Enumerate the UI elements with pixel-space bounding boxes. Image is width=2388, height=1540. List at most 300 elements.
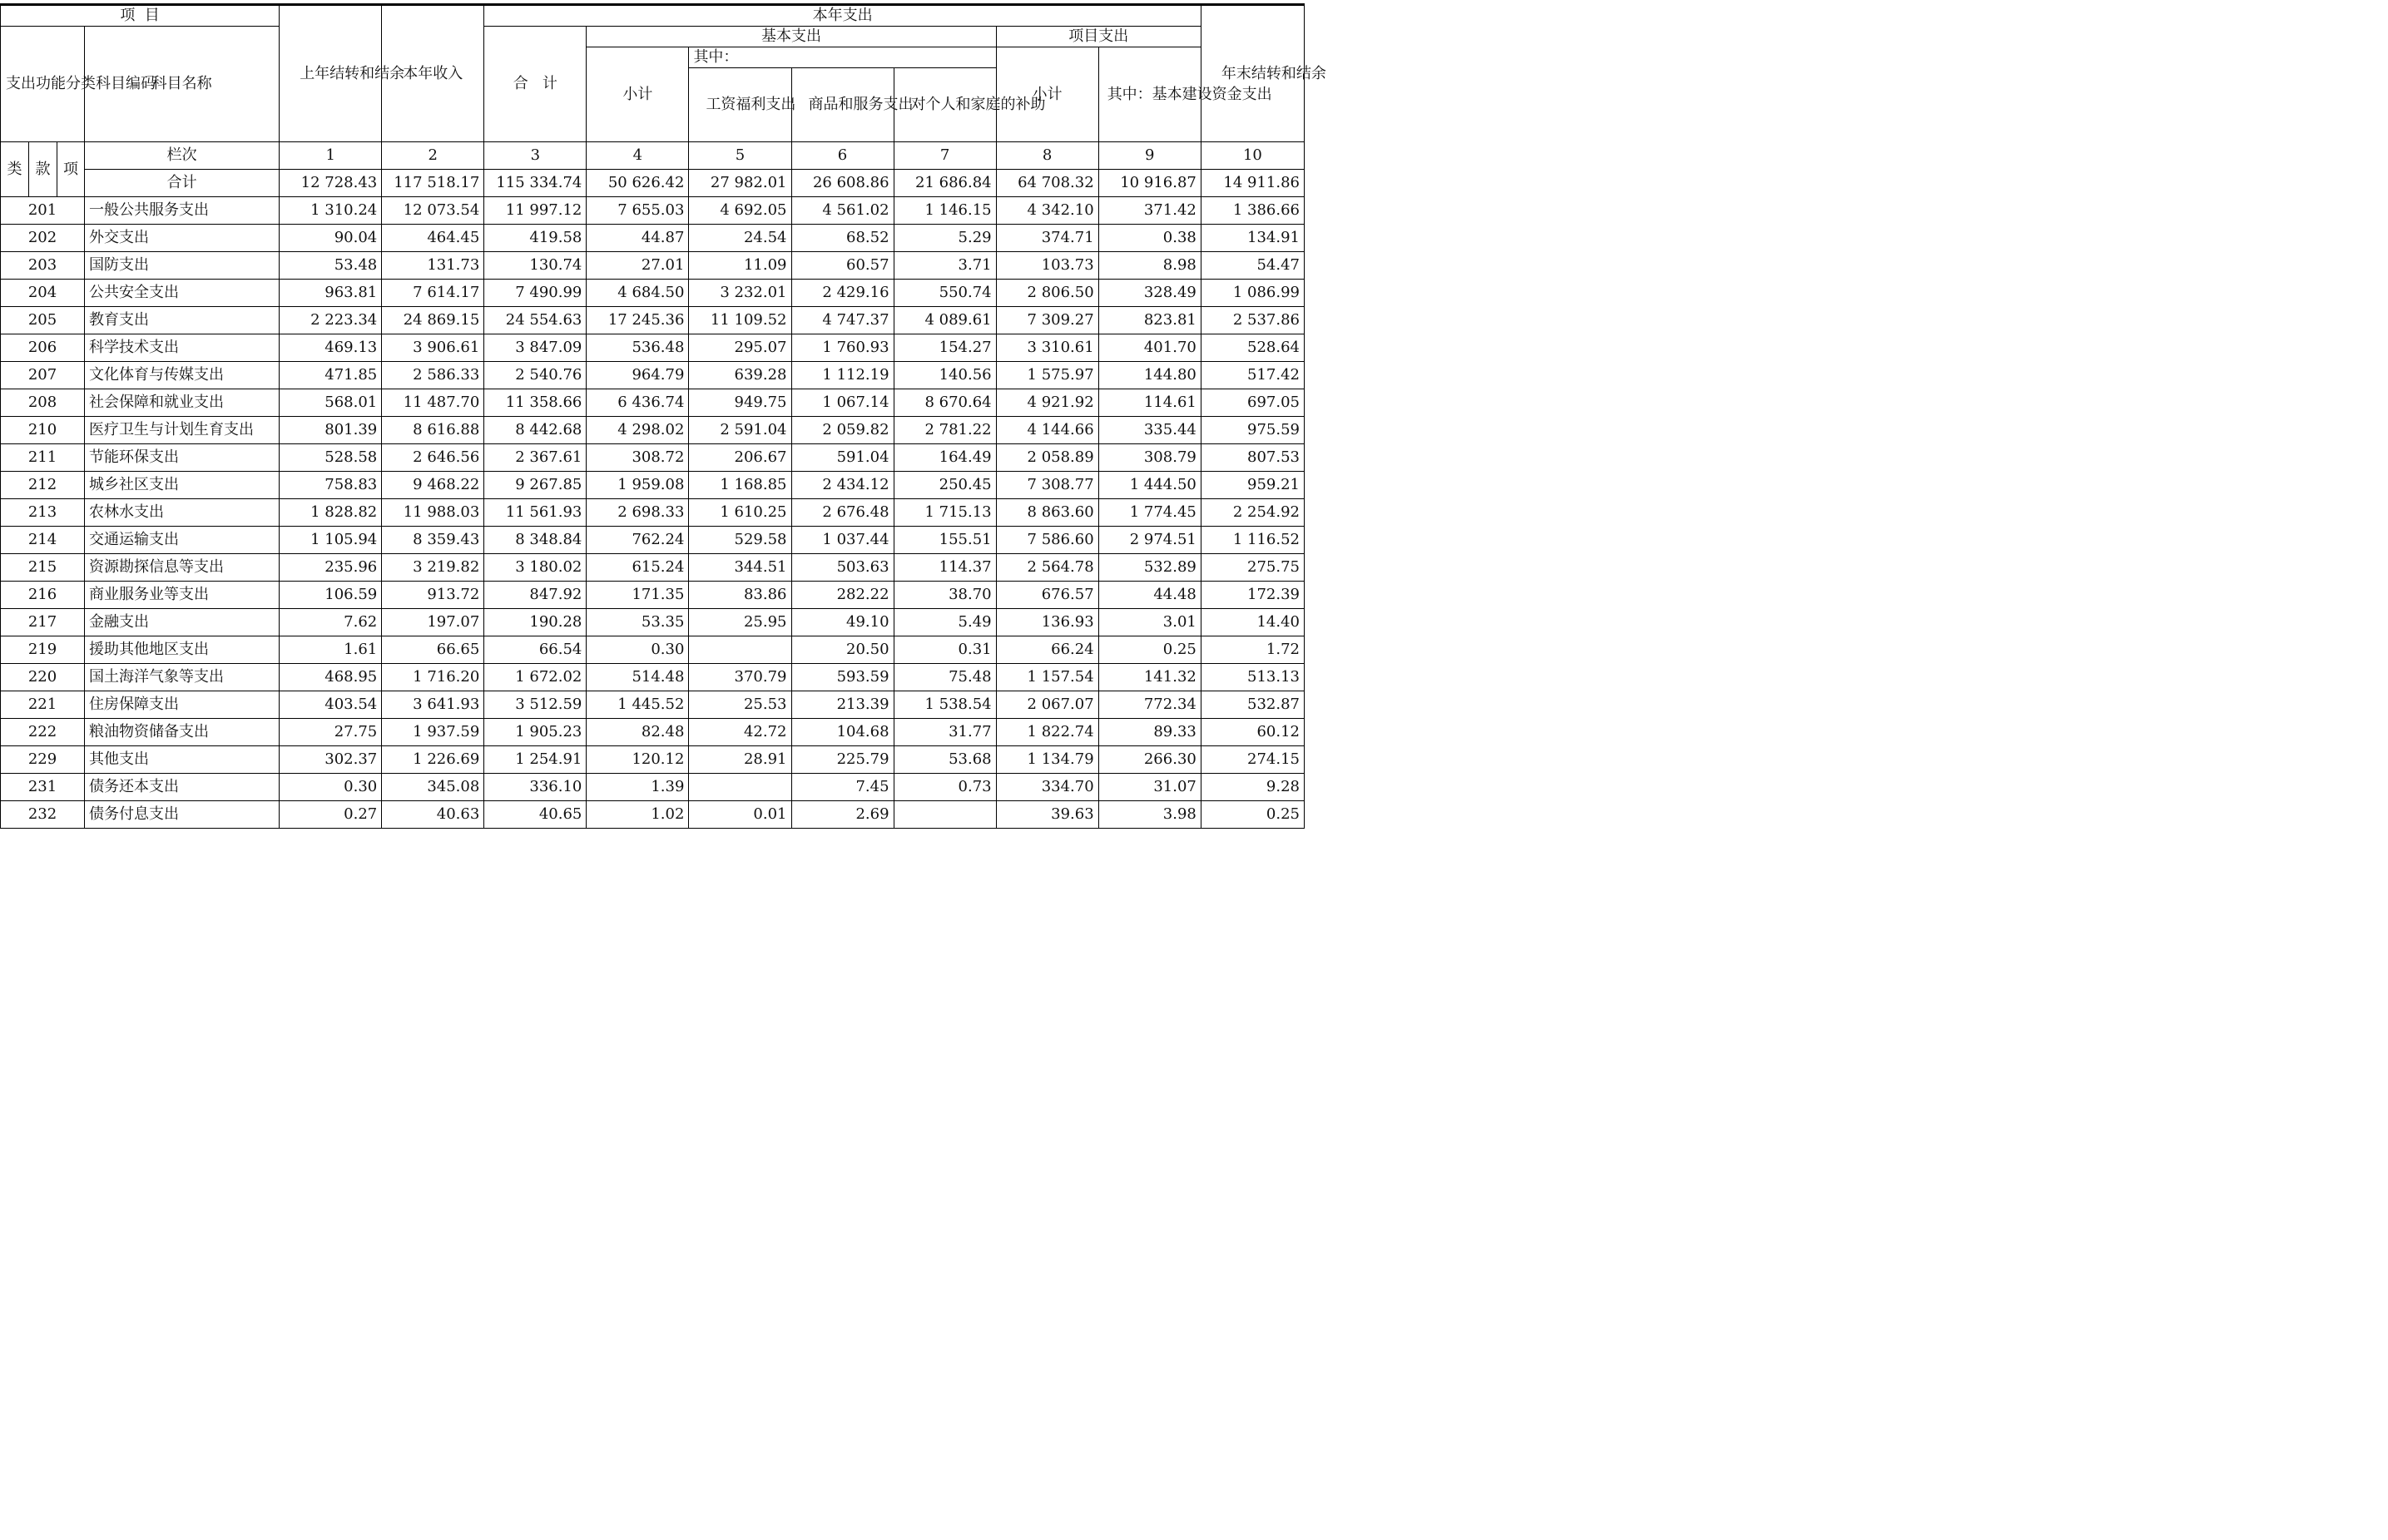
table-row bbox=[1, 334, 1305, 362]
row-value: 197.07 bbox=[382, 609, 484, 636]
col-number: 8 bbox=[996, 142, 1098, 170]
row-value: 0.25 bbox=[1098, 636, 1201, 664]
row-value: 1 086.99 bbox=[1201, 280, 1304, 307]
row-value: 7.45 bbox=[791, 774, 894, 801]
header-current-income: 本年收入 bbox=[382, 6, 484, 142]
row-name: 社会保障和就业支出 bbox=[85, 389, 280, 417]
row-value: 823.81 bbox=[1098, 307, 1201, 334]
row-value: 593.59 bbox=[791, 664, 894, 691]
row-value bbox=[894, 801, 996, 829]
header-project-subtotal: 小计 bbox=[996, 47, 1098, 142]
row-value: 24.54 bbox=[689, 225, 791, 252]
row-value: 529.58 bbox=[689, 527, 791, 554]
row-value: 1 538.54 bbox=[894, 691, 996, 719]
row-value: 328.49 bbox=[1098, 280, 1201, 307]
row-value: 2.69 bbox=[791, 801, 894, 829]
row-code: 217 bbox=[1, 609, 85, 636]
row-value: 27.75 bbox=[280, 719, 382, 746]
row-code: 220 bbox=[1, 664, 85, 691]
row-value: 66.65 bbox=[382, 636, 484, 664]
row-value: 206.67 bbox=[689, 444, 791, 472]
row-value: 134.91 bbox=[1201, 225, 1304, 252]
row-value: 536.48 bbox=[587, 334, 689, 362]
row-value: 3 512.59 bbox=[484, 691, 587, 719]
row-name: 节能环保支出 bbox=[85, 444, 280, 472]
row-value: 49.10 bbox=[791, 609, 894, 636]
header-function-code: 支出功能分类科目编码 bbox=[1, 27, 85, 142]
col-number: 2 bbox=[382, 142, 484, 170]
table-row bbox=[1, 691, 1305, 719]
row-value: 1 672.02 bbox=[484, 664, 587, 691]
row-value: 3 180.02 bbox=[484, 554, 587, 582]
row-value bbox=[689, 774, 791, 801]
table-row bbox=[1, 389, 1305, 417]
row-value: 53.48 bbox=[280, 252, 382, 280]
row-value: 3.98 bbox=[1098, 801, 1201, 829]
row-code: 221 bbox=[1, 691, 85, 719]
row-value: 1 445.52 bbox=[587, 691, 689, 719]
row-value: 2 537.86 bbox=[1201, 307, 1304, 334]
row-code: 211 bbox=[1, 444, 85, 472]
row-value: 2 646.56 bbox=[382, 444, 484, 472]
row-value: 3 847.09 bbox=[484, 334, 587, 362]
header-current-expenditure: 本年支出 bbox=[484, 6, 1201, 27]
total-value: 12 728.43 bbox=[280, 170, 382, 197]
row-value: 144.80 bbox=[1098, 362, 1201, 389]
row-value: 7 309.27 bbox=[996, 307, 1098, 334]
row-value: 60.57 bbox=[791, 252, 894, 280]
row-value: 419.58 bbox=[484, 225, 587, 252]
row-value: 528.58 bbox=[280, 444, 382, 472]
table-row bbox=[1, 417, 1305, 444]
row-value: 2 781.22 bbox=[894, 417, 996, 444]
row-value: 345.08 bbox=[382, 774, 484, 801]
row-code: 215 bbox=[1, 554, 85, 582]
row-value: 335.44 bbox=[1098, 417, 1201, 444]
row-value: 514.48 bbox=[587, 664, 689, 691]
row-value: 0.38 bbox=[1098, 225, 1201, 252]
row-value: 532.89 bbox=[1098, 554, 1201, 582]
col-number: 5 bbox=[689, 142, 791, 170]
row-value: 9.28 bbox=[1201, 774, 1304, 801]
row-value: 762.24 bbox=[587, 527, 689, 554]
row-name: 债务付息支出 bbox=[85, 801, 280, 829]
table-row bbox=[1, 719, 1305, 746]
row-value: 0.01 bbox=[689, 801, 791, 829]
row-value: 1 116.52 bbox=[1201, 527, 1304, 554]
row-name: 国防支出 bbox=[85, 252, 280, 280]
row-value: 4 342.10 bbox=[996, 197, 1098, 225]
row-value: 6 436.74 bbox=[587, 389, 689, 417]
row-value: 1 134.79 bbox=[996, 746, 1098, 774]
row-value: 82.48 bbox=[587, 719, 689, 746]
row-value: 2 564.78 bbox=[996, 554, 1098, 582]
row-value: 0.30 bbox=[587, 636, 689, 664]
row-value: 75.48 bbox=[894, 664, 996, 691]
row-value: 963.81 bbox=[280, 280, 382, 307]
row-value: 1 067.14 bbox=[791, 389, 894, 417]
row-name: 商业服务业等支出 bbox=[85, 582, 280, 609]
row-value: 0.73 bbox=[894, 774, 996, 801]
header-basic-expenditure: 基本支出 bbox=[587, 27, 996, 47]
row-value: 172.39 bbox=[1201, 582, 1304, 609]
row-value: 7 655.03 bbox=[587, 197, 689, 225]
row-value: 12 073.54 bbox=[382, 197, 484, 225]
total-value: 50 626.42 bbox=[587, 170, 689, 197]
row-value: 3 310.61 bbox=[996, 334, 1098, 362]
row-value: 1 937.59 bbox=[382, 719, 484, 746]
row-value: 2 058.89 bbox=[996, 444, 1098, 472]
row-value: 44.48 bbox=[1098, 582, 1201, 609]
row-name: 文化体育与传媒支出 bbox=[85, 362, 280, 389]
total-value: 64 708.32 bbox=[996, 170, 1098, 197]
row-value: 2 974.51 bbox=[1098, 527, 1201, 554]
row-value: 8 442.68 bbox=[484, 417, 587, 444]
header-project: 项 目 bbox=[1, 6, 280, 27]
row-value: 11 487.70 bbox=[382, 389, 484, 417]
row-value: 1.02 bbox=[587, 801, 689, 829]
row-value: 2 254.92 bbox=[1201, 499, 1304, 527]
row-code: 222 bbox=[1, 719, 85, 746]
row-value: 250.45 bbox=[894, 472, 996, 499]
table-row bbox=[1, 362, 1305, 389]
row-value: 8 670.64 bbox=[894, 389, 996, 417]
row-value: 1 254.91 bbox=[484, 746, 587, 774]
row-value: 275.75 bbox=[1201, 554, 1304, 582]
header-lei: 类 bbox=[1, 142, 29, 197]
table-row bbox=[1, 225, 1305, 252]
row-value: 2 223.34 bbox=[280, 307, 382, 334]
row-value: 106.59 bbox=[280, 582, 382, 609]
row-code: 207 bbox=[1, 362, 85, 389]
row-value: 7 614.17 bbox=[382, 280, 484, 307]
total-value: 21 686.84 bbox=[894, 170, 996, 197]
row-name: 外交支出 bbox=[85, 225, 280, 252]
row-value: 0.25 bbox=[1201, 801, 1304, 829]
row-value: 697.05 bbox=[1201, 389, 1304, 417]
header-prev-balance: 上年结转和结余 bbox=[280, 6, 382, 142]
row-code: 219 bbox=[1, 636, 85, 664]
row-value: 25.95 bbox=[689, 609, 791, 636]
row-name: 教育支出 bbox=[85, 307, 280, 334]
row-value: 60.12 bbox=[1201, 719, 1304, 746]
row-value: 27.01 bbox=[587, 252, 689, 280]
row-value: 83.86 bbox=[689, 582, 791, 609]
row-value: 513.13 bbox=[1201, 664, 1304, 691]
row-value: 20.50 bbox=[791, 636, 894, 664]
row-name: 住房保障支出 bbox=[85, 691, 280, 719]
row-name: 城乡社区支出 bbox=[85, 472, 280, 499]
row-value: 11.09 bbox=[689, 252, 791, 280]
row-value: 66.24 bbox=[996, 636, 1098, 664]
row-value: 4 921.92 bbox=[996, 389, 1098, 417]
row-value: 266.30 bbox=[1098, 746, 1201, 774]
header-wages-welfare: 工资福利支出 bbox=[689, 68, 791, 142]
row-value: 90.04 bbox=[280, 225, 382, 252]
row-value: 42.72 bbox=[689, 719, 791, 746]
row-value bbox=[689, 636, 791, 664]
row-value: 2 806.50 bbox=[996, 280, 1098, 307]
row-code: 208 bbox=[1, 389, 85, 417]
row-value: 1 774.45 bbox=[1098, 499, 1201, 527]
col-number: 1 bbox=[280, 142, 382, 170]
row-value: 295.07 bbox=[689, 334, 791, 362]
row-value: 532.87 bbox=[1201, 691, 1304, 719]
row-value: 1 168.85 bbox=[689, 472, 791, 499]
row-value: 17 245.36 bbox=[587, 307, 689, 334]
row-value: 0.31 bbox=[894, 636, 996, 664]
row-value: 1 037.44 bbox=[791, 527, 894, 554]
row-value: 8 359.43 bbox=[382, 527, 484, 554]
table-row bbox=[1, 554, 1305, 582]
row-value: 847.92 bbox=[484, 582, 587, 609]
row-value: 371.42 bbox=[1098, 197, 1201, 225]
row-value: 164.49 bbox=[894, 444, 996, 472]
header-basic-subtotal: 小计 bbox=[587, 47, 689, 142]
row-value: 2 059.82 bbox=[791, 417, 894, 444]
row-value: 131.73 bbox=[382, 252, 484, 280]
row-code: 212 bbox=[1, 472, 85, 499]
total-value: 27 982.01 bbox=[689, 170, 791, 197]
total-label: 合计 bbox=[85, 170, 280, 197]
row-code: 205 bbox=[1, 307, 85, 334]
row-value: 1 716.20 bbox=[382, 664, 484, 691]
row-value: 9 267.85 bbox=[484, 472, 587, 499]
header-subsidies: 对个人和家庭的补助 bbox=[894, 68, 996, 142]
col-number: 3 bbox=[484, 142, 587, 170]
row-value: 615.24 bbox=[587, 554, 689, 582]
table-row bbox=[1, 197, 1305, 225]
table-row bbox=[1, 527, 1305, 554]
row-name: 其他支出 bbox=[85, 746, 280, 774]
row-code: 201 bbox=[1, 197, 85, 225]
row-value: 3 906.61 bbox=[382, 334, 484, 362]
row-value: 1 828.82 bbox=[280, 499, 382, 527]
row-value: 1 715.13 bbox=[894, 499, 996, 527]
row-name: 农林水支出 bbox=[85, 499, 280, 527]
row-value: 913.72 bbox=[382, 582, 484, 609]
row-value: 24 554.63 bbox=[484, 307, 587, 334]
row-code: 203 bbox=[1, 252, 85, 280]
row-value: 25.53 bbox=[689, 691, 791, 719]
row-value: 66.54 bbox=[484, 636, 587, 664]
row-value: 374.71 bbox=[996, 225, 1098, 252]
row-value: 1 610.25 bbox=[689, 499, 791, 527]
row-value: 114.37 bbox=[894, 554, 996, 582]
row-name: 交通运输支出 bbox=[85, 527, 280, 554]
row-value: 334.70 bbox=[996, 774, 1098, 801]
row-value: 1 112.19 bbox=[791, 362, 894, 389]
header-kuan: 款 bbox=[29, 142, 57, 197]
row-value: 120.12 bbox=[587, 746, 689, 774]
row-name: 资源勘探信息等支出 bbox=[85, 554, 280, 582]
table-row bbox=[1, 307, 1305, 334]
row-value: 140.56 bbox=[894, 362, 996, 389]
table-row bbox=[1, 664, 1305, 691]
row-value: 639.28 bbox=[689, 362, 791, 389]
row-value: 2 540.76 bbox=[484, 362, 587, 389]
header-xiang: 项 bbox=[57, 142, 85, 197]
row-value: 190.28 bbox=[484, 609, 587, 636]
row-value: 370.79 bbox=[689, 664, 791, 691]
row-value: 40.63 bbox=[382, 801, 484, 829]
row-value: 4 747.37 bbox=[791, 307, 894, 334]
row-value: 2 586.33 bbox=[382, 362, 484, 389]
header-of-which: 其中： bbox=[689, 47, 996, 68]
table-row bbox=[1, 499, 1305, 527]
row-value: 1 146.15 bbox=[894, 197, 996, 225]
row-value: 130.74 bbox=[484, 252, 587, 280]
header-goods-services: 商品和服务支出 bbox=[791, 68, 894, 142]
row-value: 38.70 bbox=[894, 582, 996, 609]
row-value: 235.96 bbox=[280, 554, 382, 582]
total-value: 14 911.86 bbox=[1201, 170, 1304, 197]
row-value: 9 468.22 bbox=[382, 472, 484, 499]
row-value: 154.27 bbox=[894, 334, 996, 362]
row-value: 4 144.66 bbox=[996, 417, 1098, 444]
total-value: 117 518.17 bbox=[382, 170, 484, 197]
row-code: 232 bbox=[1, 801, 85, 829]
row-value: 4 684.50 bbox=[587, 280, 689, 307]
row-value: 1.72 bbox=[1201, 636, 1304, 664]
row-value: 31.77 bbox=[894, 719, 996, 746]
row-name: 粮油物资储备支出 bbox=[85, 719, 280, 746]
row-value: 807.53 bbox=[1201, 444, 1304, 472]
row-value: 3.71 bbox=[894, 252, 996, 280]
col-number: 10 bbox=[1201, 142, 1304, 170]
row-name: 医疗卫生与计划生育支出 bbox=[85, 417, 280, 444]
row-value: 1.61 bbox=[280, 636, 382, 664]
row-value: 964.79 bbox=[587, 362, 689, 389]
row-value: 0.30 bbox=[280, 774, 382, 801]
row-value: 4 692.05 bbox=[689, 197, 791, 225]
row-value: 4 298.02 bbox=[587, 417, 689, 444]
row-value: 308.72 bbox=[587, 444, 689, 472]
row-code: 202 bbox=[1, 225, 85, 252]
row-value: 1 226.69 bbox=[382, 746, 484, 774]
row-value: 0.27 bbox=[280, 801, 382, 829]
row-value: 141.32 bbox=[1098, 664, 1201, 691]
row-value: 28.91 bbox=[689, 746, 791, 774]
row-value: 1 905.23 bbox=[484, 719, 587, 746]
row-value: 1 444.50 bbox=[1098, 472, 1201, 499]
header-capital-construction: 其中：基本建设资金支出 bbox=[1098, 47, 1201, 142]
row-value: 2 698.33 bbox=[587, 499, 689, 527]
row-value: 528.64 bbox=[1201, 334, 1304, 362]
row-value: 801.39 bbox=[280, 417, 382, 444]
row-value: 54.47 bbox=[1201, 252, 1304, 280]
row-code: 213 bbox=[1, 499, 85, 527]
row-value: 676.57 bbox=[996, 582, 1098, 609]
row-value: 959.21 bbox=[1201, 472, 1304, 499]
row-value: 308.79 bbox=[1098, 444, 1201, 472]
total-value: 10 916.87 bbox=[1098, 170, 1201, 197]
row-value: 550.74 bbox=[894, 280, 996, 307]
row-value: 8 348.84 bbox=[484, 527, 587, 554]
row-value: 7 308.77 bbox=[996, 472, 1098, 499]
row-value: 40.65 bbox=[484, 801, 587, 829]
total-value: 115 334.74 bbox=[484, 170, 587, 197]
row-value: 403.54 bbox=[280, 691, 382, 719]
row-value: 11 358.66 bbox=[484, 389, 587, 417]
row-value: 4 561.02 bbox=[791, 197, 894, 225]
row-value: 31.07 bbox=[1098, 774, 1201, 801]
row-code: 204 bbox=[1, 280, 85, 307]
row-code: 231 bbox=[1, 774, 85, 801]
row-value: 2 067.07 bbox=[996, 691, 1098, 719]
row-value: 2 591.04 bbox=[689, 417, 791, 444]
row-value: 282.22 bbox=[791, 582, 894, 609]
row-value: 171.35 bbox=[587, 582, 689, 609]
row-value: 136.93 bbox=[996, 609, 1098, 636]
row-value: 11 997.12 bbox=[484, 197, 587, 225]
row-value: 11 561.93 bbox=[484, 499, 587, 527]
col-number: 9 bbox=[1098, 142, 1201, 170]
table-row bbox=[1, 472, 1305, 499]
row-code: 216 bbox=[1, 582, 85, 609]
row-value: 758.83 bbox=[280, 472, 382, 499]
row-value: 468.95 bbox=[280, 664, 382, 691]
table-row bbox=[1, 444, 1305, 472]
row-code: 206 bbox=[1, 334, 85, 362]
row-value: 949.75 bbox=[689, 389, 791, 417]
row-value: 53.68 bbox=[894, 746, 996, 774]
row-value: 3 219.82 bbox=[382, 554, 484, 582]
row-value: 1 310.24 bbox=[280, 197, 382, 225]
row-value: 7.62 bbox=[280, 609, 382, 636]
col-number: 7 bbox=[894, 142, 996, 170]
row-value: 11 109.52 bbox=[689, 307, 791, 334]
row-name: 公共安全支出 bbox=[85, 280, 280, 307]
table-row bbox=[1, 774, 1305, 801]
row-value: 53.35 bbox=[587, 609, 689, 636]
row-value: 4 089.61 bbox=[894, 307, 996, 334]
row-name: 援助其他地区支出 bbox=[85, 636, 280, 664]
col-number: 6 bbox=[791, 142, 894, 170]
row-value: 14.40 bbox=[1201, 609, 1304, 636]
header-column-order: 栏次 bbox=[85, 142, 280, 170]
row-value: 975.59 bbox=[1201, 417, 1304, 444]
row-value: 1 822.74 bbox=[996, 719, 1098, 746]
table-row bbox=[1, 636, 1305, 664]
row-name: 国土海洋气象等支出 bbox=[85, 664, 280, 691]
row-value: 1 959.08 bbox=[587, 472, 689, 499]
row-value: 155.51 bbox=[894, 527, 996, 554]
row-value: 8 616.88 bbox=[382, 417, 484, 444]
row-value: 469.13 bbox=[280, 334, 382, 362]
row-value: 8 863.60 bbox=[996, 499, 1098, 527]
row-value: 568.01 bbox=[280, 389, 382, 417]
row-value: 1 386.66 bbox=[1201, 197, 1304, 225]
row-value: 1 157.54 bbox=[996, 664, 1098, 691]
row-value: 11 988.03 bbox=[382, 499, 484, 527]
row-value: 471.85 bbox=[280, 362, 382, 389]
row-value: 68.52 bbox=[791, 225, 894, 252]
col-number: 4 bbox=[587, 142, 689, 170]
table-row bbox=[1, 609, 1305, 636]
row-value: 1 105.94 bbox=[280, 527, 382, 554]
header-total: 合 计 bbox=[484, 27, 587, 142]
header-end-balance: 年末结转和结余 bbox=[1201, 6, 1304, 142]
table-row bbox=[1, 801, 1305, 829]
table-row bbox=[1, 582, 1305, 609]
row-code: 214 bbox=[1, 527, 85, 554]
row-value: 24 869.15 bbox=[382, 307, 484, 334]
row-code: 229 bbox=[1, 746, 85, 774]
row-value: 114.61 bbox=[1098, 389, 1201, 417]
table-row bbox=[1, 746, 1305, 774]
row-value: 274.15 bbox=[1201, 746, 1304, 774]
